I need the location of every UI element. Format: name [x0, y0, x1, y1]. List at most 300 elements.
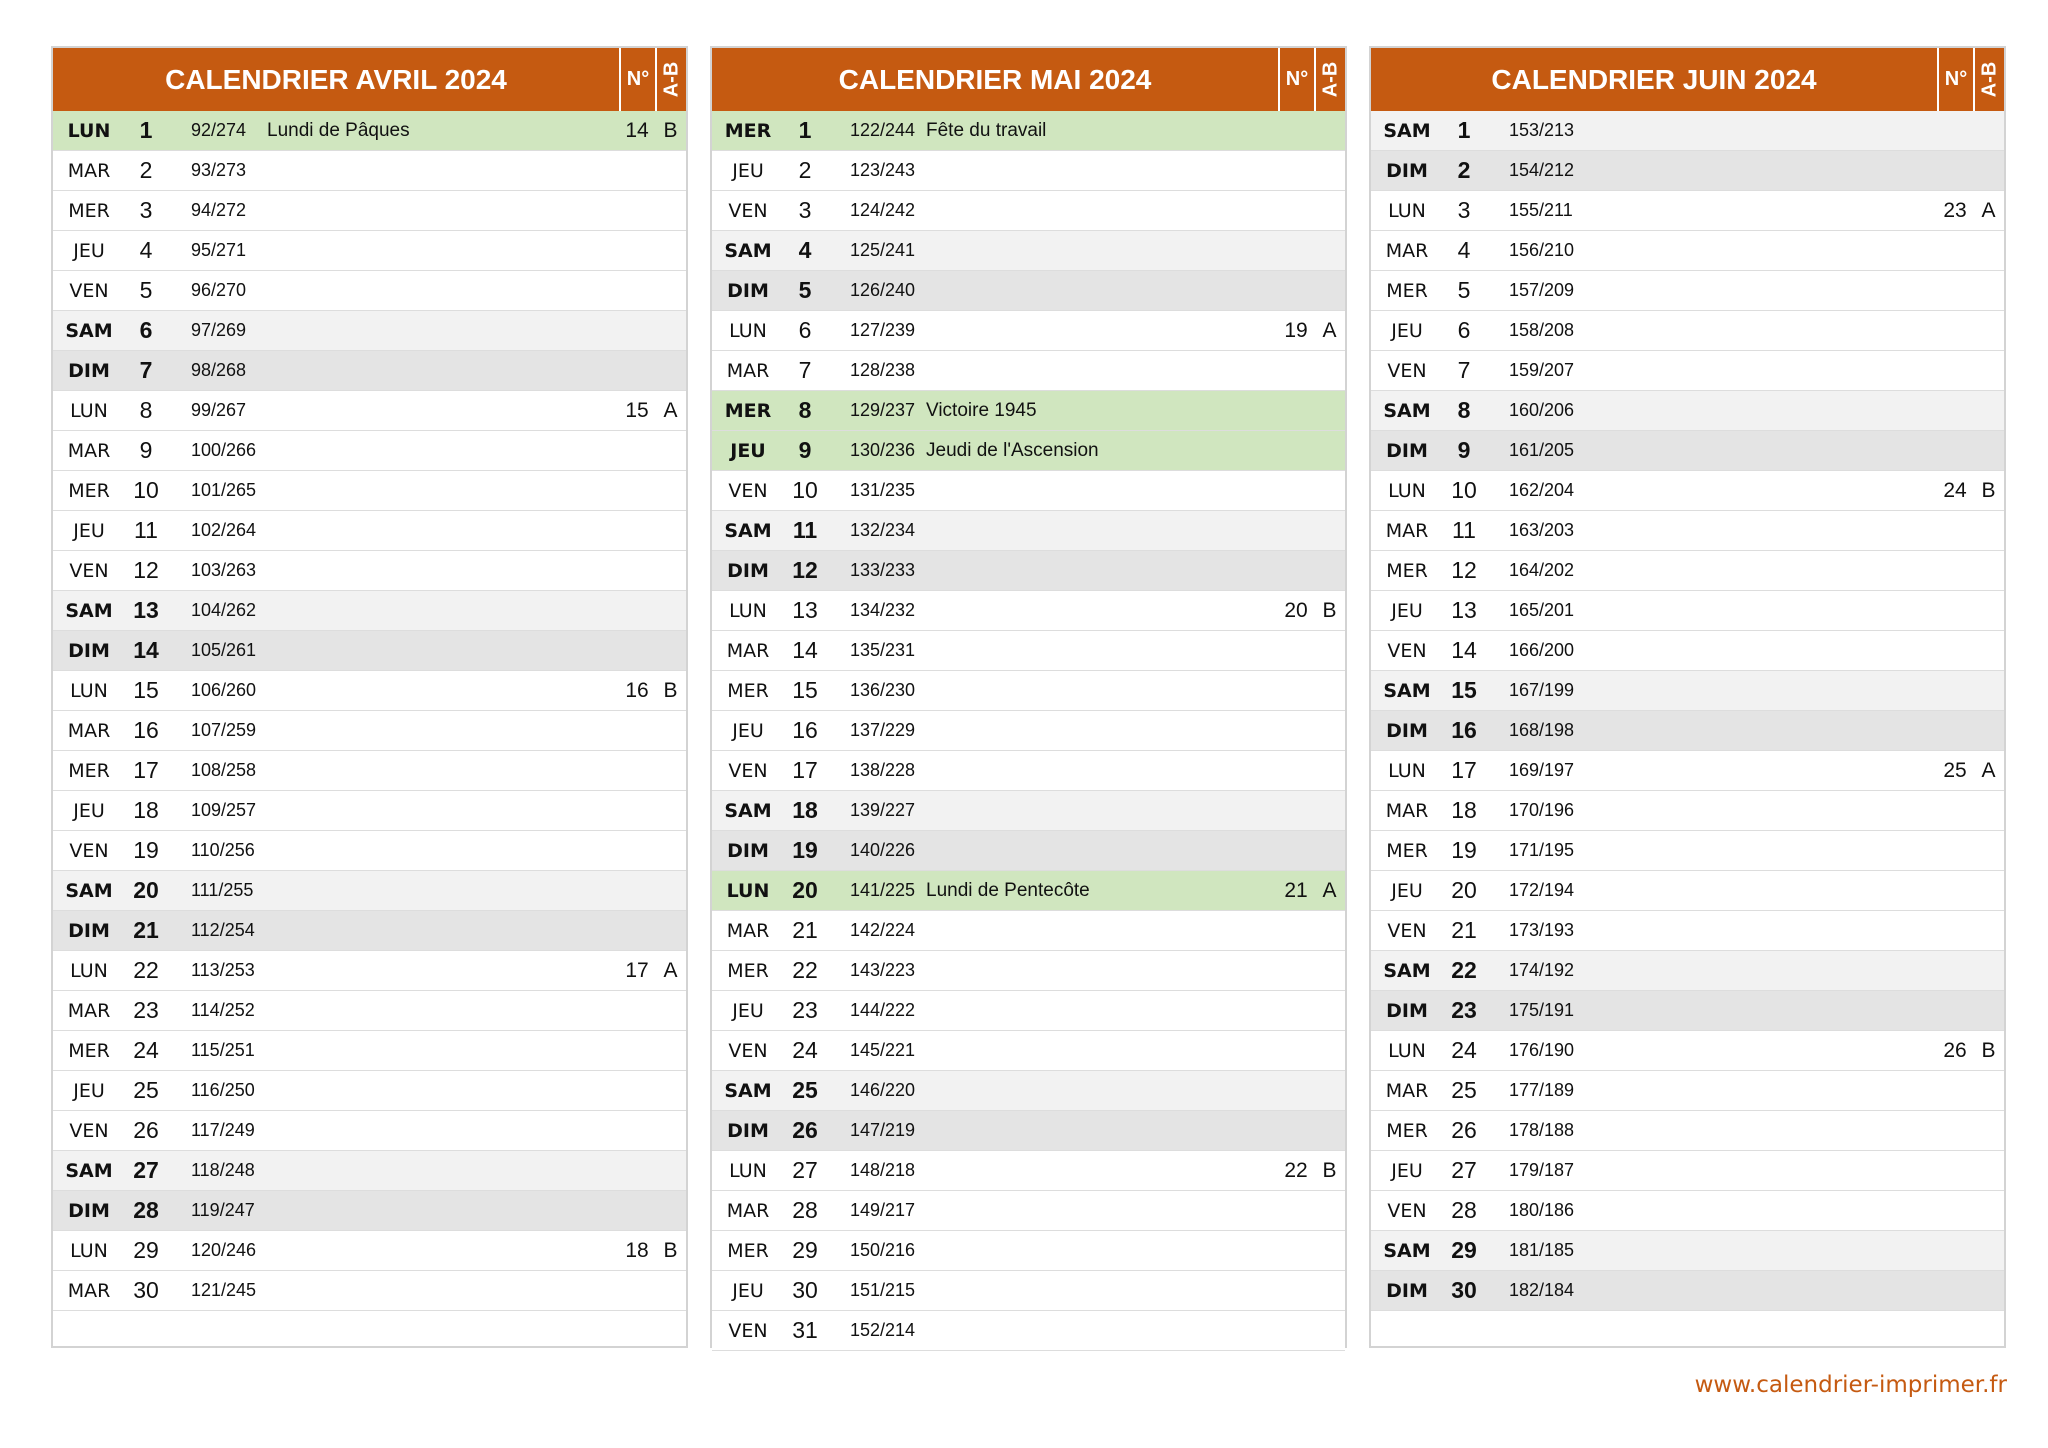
week-number: 18 [625, 1238, 649, 1262]
month-title: CALENDRIER MAI 2024 [838, 63, 1152, 95]
week-number: 24 [1943, 478, 1967, 502]
day-number: 5 [1457, 277, 1471, 303]
day-of-year: 154/212 [1509, 160, 1575, 180]
day-of-year: 145/221 [850, 1040, 916, 1060]
day-row [53, 431, 686, 471]
day-name: JEU [732, 719, 764, 742]
day-of-year: 127/239 [850, 320, 916, 340]
day-of-year: 172/194 [1509, 880, 1575, 900]
day-number: 14 [133, 637, 159, 663]
day-of-year: 169/197 [1509, 760, 1575, 780]
week-number-header: N° [1937, 48, 1973, 111]
day-name: MAR [67, 1279, 111, 1302]
ab-header-label: A-B [1978, 61, 2001, 98]
day-of-year: 152/214 [850, 1320, 916, 1340]
day-number: 29 [1451, 1237, 1477, 1263]
day-of-year: 173/193 [1509, 920, 1575, 940]
day-of-year: 95/271 [191, 240, 247, 260]
calendar-may [710, 46, 1347, 1348]
day-row [1371, 1031, 2004, 1071]
day-of-year: 139/227 [850, 800, 916, 820]
day-row [53, 1191, 686, 1231]
day-name: JEU [1391, 879, 1423, 902]
ab-week: A [663, 398, 678, 422]
ab-week: A [1981, 758, 1996, 782]
day-of-year: 159/207 [1509, 360, 1575, 380]
day-row [712, 1071, 1345, 1111]
day-name: MER [68, 199, 110, 222]
day-row [53, 951, 686, 991]
day-number: 15 [133, 677, 159, 703]
day-of-year: 141/225 [850, 880, 916, 900]
day-row [712, 911, 1345, 951]
day-name: JEU [732, 1279, 764, 1302]
day-row [1371, 791, 2004, 831]
day-row [1371, 351, 2004, 391]
day-row [53, 1231, 686, 1271]
day-row [1371, 311, 2004, 351]
day-of-year: 112/254 [191, 920, 255, 940]
day-number: 4 [1457, 237, 1471, 263]
day-row [712, 311, 1345, 351]
day-number: 11 [134, 517, 158, 543]
day-of-year: 123/243 [850, 160, 916, 180]
day-name: MAR [726, 639, 770, 662]
day-name: MAR [1385, 239, 1429, 262]
day-row [53, 1271, 686, 1311]
day-name: DIM [1386, 999, 1428, 1022]
day-number: 18 [1451, 797, 1477, 823]
day-number: 28 [1451, 1197, 1477, 1223]
day-of-year: 180/186 [1509, 1200, 1575, 1220]
day-row [1371, 231, 2004, 271]
day-name: VEN [728, 1039, 768, 1062]
day-of-year: 108/258 [191, 760, 257, 780]
day-row [712, 751, 1345, 791]
day-number: 27 [1451, 1157, 1477, 1183]
day-number: 29 [133, 1237, 159, 1263]
day-number: 16 [1451, 717, 1477, 743]
day-of-year: 118/248 [191, 1160, 255, 1180]
ab-header [655, 48, 686, 111]
calendar-april [51, 46, 688, 1348]
day-row [1371, 991, 2004, 1031]
day-row [1371, 151, 2004, 191]
day-of-year: 113/253 [191, 960, 255, 980]
day-row [53, 191, 686, 231]
day-name: VEN [69, 839, 109, 862]
day-of-year: 157/209 [1509, 280, 1575, 300]
day-of-year: 178/188 [1509, 1120, 1575, 1140]
day-number: 21 [792, 917, 818, 943]
day-row [1371, 111, 2004, 151]
month-title: CALENDRIER JUIN 2024 [1491, 63, 1817, 95]
day-number: 30 [133, 1277, 159, 1303]
day-number: 13 [133, 597, 159, 623]
day-number: 26 [133, 1117, 159, 1143]
day-number: 27 [792, 1157, 818, 1183]
day-name: LUN [729, 599, 767, 622]
day-name: DIM [1386, 1279, 1428, 1302]
day-of-year: 128/238 [850, 360, 916, 380]
day-of-year: 98/268 [191, 360, 247, 380]
day-name: DIM [1386, 719, 1428, 742]
day-number: 7 [139, 357, 153, 383]
day-number: 3 [798, 197, 812, 223]
footer-link[interactable]: www.calendrier-imprimer.fr [1694, 1372, 2007, 1398]
day-number: 21 [1451, 917, 1477, 943]
day-row [1371, 471, 2004, 511]
day-name: SAM [1383, 399, 1431, 422]
day-of-year: 94/272 [191, 200, 247, 220]
day-name: MAR [67, 999, 111, 1022]
day-of-year: 102/264 [191, 520, 257, 540]
day-of-year: 147/219 [850, 1120, 916, 1140]
day-number: 17 [1451, 757, 1477, 783]
day-name: LUN [729, 1159, 767, 1182]
day-name: LUN [1388, 759, 1426, 782]
day-row [53, 711, 686, 751]
ab-header-label: A-B [660, 61, 683, 98]
week-number: 19 [1284, 318, 1308, 342]
day-of-year: 144/222 [850, 1000, 916, 1020]
week-number: 16 [625, 678, 649, 702]
day-row [1371, 711, 2004, 751]
day-name: JEU [73, 1079, 105, 1102]
day-of-year: 165/201 [1509, 600, 1575, 620]
ab-week: A [1981, 198, 1996, 222]
ab-week: A [663, 958, 678, 982]
day-number: 23 [792, 997, 818, 1023]
ab-week: B [663, 118, 678, 142]
day-name: MER [724, 399, 772, 422]
day-name: VEN [728, 1319, 768, 1342]
day-row [712, 191, 1345, 231]
day-number: 10 [792, 477, 818, 503]
day-row [1371, 191, 2004, 231]
day-row [1371, 1231, 2004, 1271]
day-row [53, 871, 686, 911]
day-number: 19 [1451, 837, 1477, 863]
day-number: 21 [133, 917, 159, 943]
day-row [1371, 631, 2004, 671]
day-name: JEU [73, 799, 105, 822]
day-row [1371, 391, 2004, 431]
month-header [712, 48, 1345, 111]
day-of-year: 106/260 [191, 680, 257, 700]
ab-week: B [663, 1238, 678, 1262]
day-of-year: 179/187 [1509, 1160, 1575, 1180]
day-of-year: 155/211 [1509, 200, 1573, 220]
day-row [53, 151, 686, 191]
day-number: 20 [1451, 877, 1477, 903]
day-row [1371, 831, 2004, 871]
day-row [712, 351, 1345, 391]
day-number: 3 [139, 197, 153, 223]
day-row [712, 711, 1345, 751]
day-name: SAM [65, 319, 113, 342]
day-name: LUN [729, 319, 767, 342]
day-event: Lundi de Pentecôte [926, 879, 1090, 901]
day-number: 8 [798, 397, 812, 423]
day-of-year: 104/262 [191, 600, 257, 620]
day-name: SAM [65, 1159, 113, 1182]
day-number: 20 [792, 877, 818, 903]
day-name: SAM [65, 599, 113, 622]
day-name: VEN [728, 759, 768, 782]
day-row [1371, 871, 2004, 911]
day-row [1371, 911, 2004, 951]
day-name: MAR [67, 439, 111, 462]
day-row [1371, 1151, 2004, 1191]
day-of-year: 182/184 [1509, 1280, 1575, 1300]
day-number: 14 [792, 637, 818, 663]
day-number: 25 [1451, 1077, 1477, 1103]
day-row [712, 551, 1345, 591]
day-number: 13 [1451, 597, 1477, 623]
day-name: LUN [1388, 1039, 1426, 1062]
day-row [712, 1231, 1345, 1271]
day-row [53, 1151, 686, 1191]
day-name: SAM [724, 1079, 772, 1102]
day-row [53, 511, 686, 551]
day-row [1371, 1191, 2004, 1231]
day-of-year: 96/270 [191, 280, 247, 300]
day-name: MAR [67, 719, 111, 742]
day-name: SAM [65, 879, 113, 902]
day-row [53, 471, 686, 511]
day-number: 7 [1457, 357, 1471, 383]
day-of-year: 107/259 [191, 720, 257, 740]
day-number: 5 [798, 277, 812, 303]
day-number: 16 [792, 717, 818, 743]
day-name: MER [1386, 1119, 1428, 1142]
day-of-year: 124/242 [850, 200, 916, 220]
day-of-year: 149/217 [850, 1200, 916, 1220]
week-number: 23 [1943, 198, 1967, 222]
day-number: 13 [792, 597, 818, 623]
day-of-year: 164/202 [1509, 560, 1575, 580]
day-name: DIM [68, 639, 110, 662]
day-name: VEN [1387, 1199, 1427, 1222]
day-name: MER [724, 119, 772, 142]
ab-week: A [1322, 878, 1337, 902]
day-number: 30 [1451, 1277, 1477, 1303]
day-of-year: 181/185 [1509, 1240, 1575, 1260]
day-of-year: 120/246 [191, 1240, 257, 1260]
day-of-year: 153/213 [1509, 120, 1575, 140]
ab-week: B [1322, 598, 1337, 622]
day-of-year: 93/273 [191, 160, 247, 180]
day-number: 22 [133, 957, 159, 983]
day-number: 30 [792, 1277, 818, 1303]
day-row [712, 831, 1345, 871]
ab-header-label: A-B [1319, 61, 1342, 98]
day-number: 15 [792, 677, 818, 703]
day-of-year: 117/249 [191, 1120, 255, 1140]
day-name: DIM [1386, 439, 1428, 462]
day-number: 1 [139, 117, 153, 143]
day-name: VEN [728, 479, 768, 502]
day-row [53, 831, 686, 871]
day-row [53, 991, 686, 1031]
day-number: 2 [139, 157, 153, 183]
day-name: MER [727, 679, 769, 702]
day-name: MAR [67, 159, 111, 182]
week-number: 26 [1943, 1038, 1967, 1062]
day-row [53, 271, 686, 311]
day-number: 1 [798, 117, 812, 143]
day-of-year: 115/251 [191, 1040, 255, 1060]
day-name: JEU [1391, 319, 1423, 342]
day-event: Fête du travail [926, 119, 1047, 141]
day-number: 18 [133, 797, 159, 823]
day-of-year: 114/252 [191, 1000, 255, 1020]
calendar-june [1369, 46, 2006, 1348]
day-rows [53, 111, 686, 1311]
day-name: LUN [1388, 199, 1426, 222]
day-number: 12 [133, 557, 159, 583]
ab-header [1314, 48, 1345, 111]
day-row [712, 951, 1345, 991]
day-number: 14 [1451, 637, 1477, 663]
day-name: LUN [70, 399, 108, 422]
day-number: 5 [139, 277, 153, 303]
month-header [53, 48, 686, 111]
day-row [712, 111, 1345, 151]
day-number: 19 [133, 837, 159, 863]
day-number: 15 [1451, 677, 1477, 703]
day-row [1371, 551, 2004, 591]
day-of-year: 140/226 [850, 840, 916, 860]
day-row [712, 1151, 1345, 1191]
day-row [1371, 1111, 2004, 1151]
day-row [712, 671, 1345, 711]
day-number: 9 [139, 437, 153, 463]
ab-week: B [1981, 478, 1996, 502]
day-number: 2 [798, 157, 812, 183]
day-row [712, 511, 1345, 551]
day-row [712, 591, 1345, 631]
day-number: 26 [792, 1117, 818, 1143]
day-of-year: 150/216 [850, 1240, 916, 1260]
day-row [712, 1031, 1345, 1071]
day-of-year: 119/247 [191, 1200, 255, 1220]
day-name: DIM [68, 1199, 110, 1222]
day-row [712, 871, 1345, 911]
day-number: 10 [1451, 477, 1477, 503]
day-number: 12 [1451, 557, 1477, 583]
day-of-year: 160/206 [1509, 400, 1575, 420]
day-row [1371, 1071, 2004, 1111]
day-name: MER [1386, 559, 1428, 582]
day-name: MAR [726, 1199, 770, 1222]
day-number: 16 [133, 717, 159, 743]
day-of-year: 163/203 [1509, 520, 1575, 540]
day-name: JEU [730, 439, 766, 462]
day-name: MER [68, 479, 110, 502]
day-of-year: 122/244 [850, 120, 916, 140]
day-row [712, 271, 1345, 311]
week-number: 25 [1943, 758, 1967, 782]
day-row [712, 231, 1345, 271]
day-of-year: 168/198 [1509, 720, 1575, 740]
day-row [712, 391, 1345, 431]
day-name: LUN [67, 119, 111, 142]
day-row [712, 1311, 1345, 1351]
day-name: VEN [69, 559, 109, 582]
day-row [53, 111, 686, 151]
day-number: 9 [798, 437, 812, 463]
day-number: 26 [1451, 1117, 1477, 1143]
day-row [53, 351, 686, 391]
week-number: 17 [625, 958, 649, 982]
day-number: 10 [133, 477, 159, 503]
day-of-year: 116/250 [191, 1080, 255, 1100]
day-name: MER [1386, 279, 1428, 302]
day-name: VEN [1387, 639, 1427, 662]
day-of-year: 134/232 [850, 600, 916, 620]
day-event: Victoire 1945 [926, 399, 1037, 421]
day-name: MAR [1385, 519, 1429, 542]
month-title: CALENDRIER AVRIL 2024 [165, 63, 507, 95]
day-row [53, 591, 686, 631]
day-of-year: 170/196 [1509, 800, 1575, 820]
day-name: LUN [70, 679, 108, 702]
day-name: JEU [1391, 599, 1423, 622]
day-name: LUN [70, 959, 108, 982]
day-name: DIM [727, 559, 769, 582]
day-row [712, 631, 1345, 671]
ab-week: A [1322, 318, 1337, 342]
day-number: 8 [139, 397, 153, 423]
day-number: 22 [792, 957, 818, 983]
day-row [712, 431, 1345, 471]
day-of-year: 146/220 [850, 1080, 916, 1100]
day-rows [712, 111, 1345, 1351]
day-of-year: 171/195 [1509, 840, 1575, 860]
day-number: 17 [792, 757, 818, 783]
day-number: 2 [1457, 157, 1471, 183]
day-name: DIM [1386, 159, 1428, 182]
day-name: MAR [726, 359, 770, 382]
week-number: 15 [625, 398, 649, 422]
day-row [53, 311, 686, 351]
ab-week: B [1322, 1158, 1337, 1182]
day-number: 11 [792, 517, 818, 543]
month-header [1371, 48, 2004, 111]
day-name: DIM [68, 919, 110, 942]
week-number: 14 [625, 118, 649, 142]
day-row [53, 1071, 686, 1111]
day-number: 27 [133, 1157, 159, 1183]
day-of-year: 176/190 [1509, 1040, 1575, 1060]
day-name: VEN [69, 1119, 109, 1142]
day-number: 24 [133, 1037, 159, 1063]
day-row [1371, 671, 2004, 711]
day-row [1371, 591, 2004, 631]
day-number: 3 [1457, 197, 1471, 223]
day-of-year: 125/241 [850, 240, 916, 260]
day-name: MAR [1385, 799, 1429, 822]
day-name: DIM [727, 279, 769, 302]
day-of-year: 92/274 [191, 120, 247, 140]
day-name: LUN [726, 879, 770, 902]
day-name: MER [1386, 839, 1428, 862]
day-number: 24 [1451, 1037, 1477, 1063]
day-number: 9 [1457, 437, 1471, 463]
day-of-year: 143/223 [850, 960, 916, 980]
